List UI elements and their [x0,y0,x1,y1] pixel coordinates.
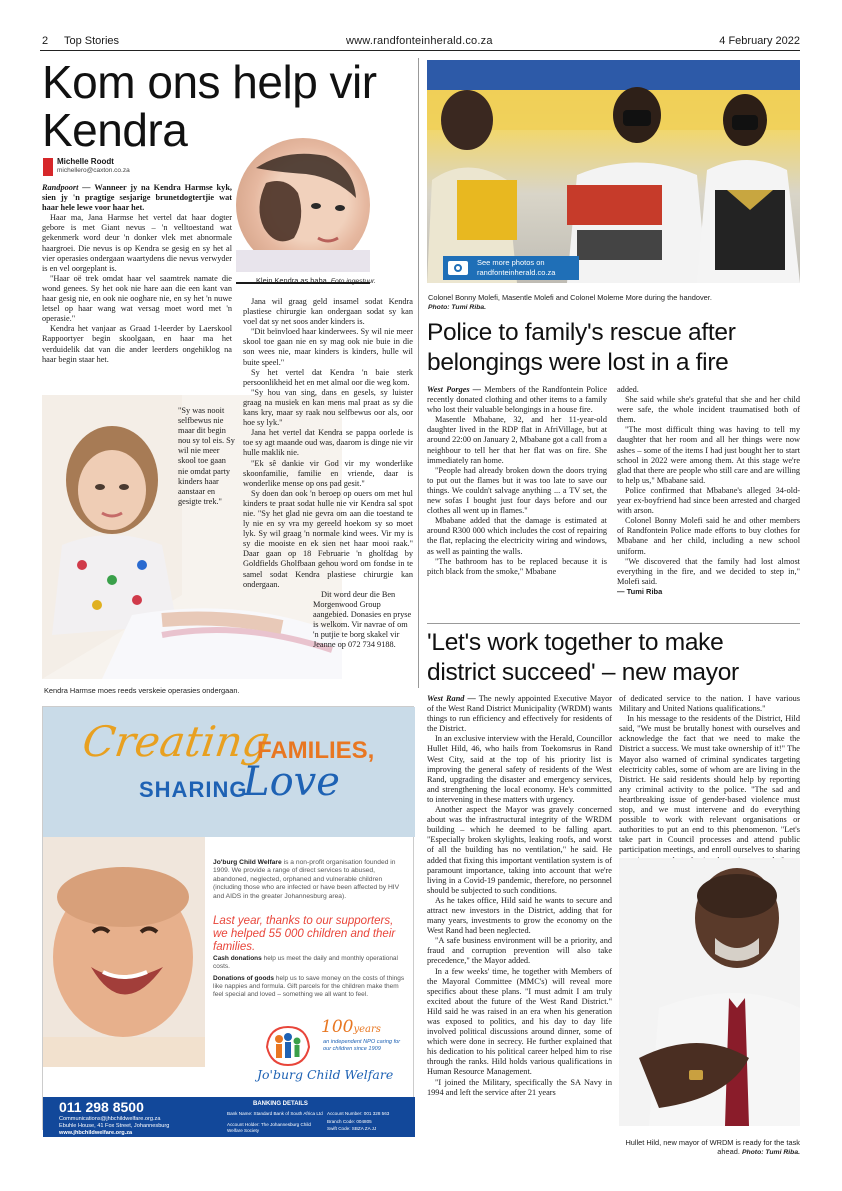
ad-account-number: Account Number: 001 328 563 [327,1111,390,1116]
ad-banner [43,707,415,837]
logo-figures-icon [263,1023,313,1067]
kendra-column-1: Randpoort — Wanneer jy na Kendra Harmse kyk, sien jy 'n pragtige sesjarige brunetdogtertjie wat haar hele lewe voor haar het. Haar ma, Jana Harmse het vertel dat haar dogter gebore is met Giant nevus – 'n velltoestand wat gekenmerk word deur 'n donker vlek met abnormale haargroei. Die nevus is op Kendra se gesig en sy het al vier operasies ondergaan waartydens die nevus verwyder is en vel oorgeplant is. "Haar oë trek omdat haar vel saamtrek namate die wond genees. Sy het ook nie hare aan die een kant van haar gesig nie, en ook nie ooghare nie, en sy het 'n nuwe letsel op haar wang wat versag moet word met 'n operasie." Kendra het vanjaar as Graad 1-leerder by Laerskool Rappoortyer begin skoolgaan, en haar ma het verduidelik dat van die ander leerders ongehiklog na haar begin staar het. [42,183,233,364]
ad-sharing: SHARING [139,777,248,802]
ad-account-holder: Account Holder: The Johannesburg Child Welfare Society [227,1122,311,1133]
camera-icon [448,261,468,275]
mayor-top-rule [427,623,800,624]
ad-branch-code: Branch Code: 004805 [327,1119,372,1124]
ad-logo [237,1017,407,1089]
issue-date: 4 February 2022 [719,35,800,47]
ad-cash: Cash donations help us meet the daily and monthly operational costs. [213,955,398,971]
ad-website[interactable]: www.jhbchildwelfare.org.za [59,1130,133,1136]
see-more-box[interactable] [443,256,579,280]
baby-photo [236,138,370,272]
mayor-photo-caption: Hullet Hild, new mayor of WRDM is ready for the task ahead. Photo: Tumi Riba. [625,1138,800,1156]
ad-creating: Creating [79,717,273,766]
police-photo [427,60,800,283]
column-divider-top [418,58,419,688]
author-marker [43,158,53,176]
police-column-1: West Porges — Members of the Randfontein Police recently donated clothing and other items to a family who lost their valuable belongings in a house fire. Masentle Mbabane, 32, and her 11-year-old daughter lived in the RDP flat in AfriVillage, but at around 22:00 on January 2, Mbabane got a call from a neighbour to tell her that her flat was on fire. She immediately ran home. "People had already broken down the doors trying to put out the flames but it was too late to save our things. We couldn't salvage anything ... a TV set, the new sofas I bought just four days before and our clothes all went up in flames." Mbabane added that the damage is estimated at around R300 000 which includes the cost of repairing the flat, replacing the electricity wiring and windows, as well as painting the walls. "The bathroom has to be replaced because it is pitch black from the smoke," Mbabane [427,385,607,576]
ad-email[interactable]: Communications@jhbchildwelfare.org.za [59,1116,161,1122]
advert[interactable] [42,706,414,1136]
police-column-2: added. She said while she's grateful that she and her child were safe, the whole incident traumatised both of them. "The most difficult thing was having to tell my daughter that her room and all her things were now ashes – some of the items I had just bought her to start school in 2022 were among them. At this stage we're glad that there are people who still care and are willing to help us," Mbabane said. Police confirmed that Mbabane's alleged 34-old-year ex-boyfriend had since been arrested and charged with arson. Colonel Bonny Molefi said he and other members of Randfontein Police made efforts to buy clothes for Mbabane and her child, including a new school uniform. "We discovered that the family had lost almost everything in the fire, and we decided to step in," Molefi said. — Tumi Riba [617,385,800,596]
ad-families: FAMILIES, [257,737,375,764]
ad-banking-title: BANKING DETAILS [253,1101,308,1107]
header-rule [40,50,800,51]
girl-caption: Kendra Harmse moes reeds verskeie operasies ondergaan. [44,686,240,695]
ad-highlight: Last year, thanks to our supporters, we helped 55 000 children and their families. [213,915,396,953]
kendra-column-2: Jana wil graag geld insamel sodat Kendra plastiese chirurgie kan ondergaan sodat sy kan voel dat sy net soos ander kinders is. "Dit beïnvloed haar kinderwees. Sy wil nie meer skool toe gaan nie en sy mag ook nie buie in die son wees nie, maar kinders is kinders, hulle wil buite speel." Sy het vertel dat Kendra 'n baie sterk persoonlikheid het en met almal oor die weg kom. "Sy hou van sing, dans en gesels, sy luister graag na musiek en kan mens mal praat as sy die kans kry, maar sy raak nou selfbewus oor als, oor hoe sy lyk." Jana het vertel dat Kendra se pappa oorlede is toe sy agt maande oud was, daarom is dinge nie vir hulle maklik nie. "Ek sê dankie vir God vir my wonderlike skoonfamilie, familie en vriende, daar is wonderlike mense op ons pad gesit." Sy doen dan ook 'n beroep op ouers om met hul kinders te praat sodat hulle nie vir Kendra sal spot nie. "Sy het glad nie gevra om aan die toestand te ly nie en sy vra my gereeld hoekom sy so moet lyk. Sy wil graag 'n normale kind wees. Vir my is sy die mooiste en ek sien net haar mooi raak." Daar gaan op 18 Februarie 'n gholfdag by Goldfields Gholfbaan gehou word om fondse in te samel sodat Kendra plastiese chirurgie kan ondergaan. Dit word deur die Ben Morgenwood Group aangebied. Donasies en pryse is welkom. Vir navrae of om 'n putjie te borg skakel vir Jeanne op 072 734 9188. [243,297,413,650]
ad-contact-bar [43,1097,415,1137]
page-number: 2 [42,35,49,47]
mayor-headline: 'Let's work together to make district succeed' – new mayor [427,629,739,686]
author-name: Michelle Roodt [57,157,114,166]
police-photo-caption: Colonel Bonny Molefi, Masentle Molefi and Colonel Moleme More during the handover. Photo: Tumi Riba. [428,293,712,311]
ad-love: Love [243,759,340,805]
mayor-photo [619,858,800,1126]
ad-baby-photo [43,837,205,1067]
police-byline: — Tumi Riba [617,586,663,596]
logo-wordmark: Jo'burg Child Welfare [257,1067,394,1082]
ad-phone[interactable]: 011 298 8500 [59,1099,144,1115]
section-name: Top Stories [64,35,120,47]
mayor-column-2: of dedicated service to the nation. I have various Military and United Nations qualifications." In his message to the residents of the District, Hild said, "We must be brutally honest with ourselves and acknowledge the fact that we need to make the District a success. We must take ownership of it!" The Mayor also warned of criminal syndicates targeting electricity cables, some of whom are are living in the District. He said residents should help by reporting any criminal activity to the police. "The sad and heartbreaking issue of gender-based violence must stop, and we must intervene and do everything possible to work with relevant organisations or authorities to put an end to this phenomenon. "Let's take part in Council processes and attend public participation meetings, and enroll ourselves to sharing [619,694,800,886]
logo-years: 100years [321,1017,381,1037]
author-email[interactable]: michellero@caxton.co.za [57,167,130,174]
police-headline: Police to family's rescue after belongings were lost in a fire [427,319,736,376]
ad-bank-name: Bank Name: Standard Bank of South Africa Ltd [227,1111,323,1116]
kendra-quote-wrap: "Sy was nooit selfbewus nie maar dit begin nou sy tol eis. Sy wil nie meer skool toe gaan nie omdat party kinders haar aanstaar en gesigte trek." [178,406,235,506]
site-url[interactable]: www.randfonteinherald.co.za [346,35,493,47]
see-more-text: See more photos on randfonteinherald.co.za [477,258,556,277]
baby-caption: Klein Kendra as baba. Foto ingestuur. [256,276,376,285]
ad-goods: Donations of goods help us to save money on the costs of things like nappies and formula. Gift parcels for the children make them feel special and loved – something we all want to feel. [213,975,405,999]
ad-intro: Jo'burg Child Welfare is a non-profit organisation founded in 1909. We provide a range of direct services to abused, abandoned, neglected, orphaned and vulnerable children (including those who are infected or have been affected by HIV and AIDS in the greater Johannesburg area). [213,859,400,900]
logo-tagline: an independent NPO caring for our children since 1909 [323,1039,401,1052]
ad-address: Ebuhle House, 41 Fox Street, Johannesburg [59,1123,170,1129]
mayor-column-1: West Rand — The newly appointed Executive Mayor of the West Rand District Municipality (WRDM) wants things to run efficiency and effectively for residents of the District. In an exclusive interview with the Herald, Councillor Hullet Hild, 46, who hails from Toekomsrus in Rand West City, said at the top of his priority list is improving the general safety of residents of the West Rand, upgrading the disaster and emergency services, and strengthening the local economy. He's committed to intervening in these matters with urgency. Another aspect the Mayor was gravely concerned about was the infrastructural integrity of the WRDM building – which he deemed to be falling apart. "Especially broken skylights, leaking roofs, and worst of all the building has no ventilation," he said. He added that fixing this important ventilation system is of paramount importance, taking into account that we're living in a Covid-19 pandemic, therefore, no personnel should be subjected to such conditions. As he takes office, Hild said he wants to secure and attract new investors in the District, adding that for many years, investments to grow the economy on the West Rand had been neglected. "A safe business environment will be a priority, and fraud and corruption prevention will also take precedence," the Mayor added. In a few weeks' time, he together with Members of the Mayoral Committee (MMC's) will reveal more specifics about these plans. "I must admit I am truly excited about the future of the West Rand District." Hild said he was raised in an era when his generation was exposed to politics, and his day to day life involved political discussions around dinner, some of which were done in secrecy. He further explained that his dedication to his political career helped him to rise through the ranks. Hild holds various qualifications in Human Resource Management. "I joined the Military, specifically the SA Navy in 1994 and left the service after 21 years [427,694,612,1097]
kendra-headline: Kom ons help vir Kendra [42,56,377,156]
ad-swift-code: Swift Code: SBZA ZA JJ [327,1126,377,1131]
